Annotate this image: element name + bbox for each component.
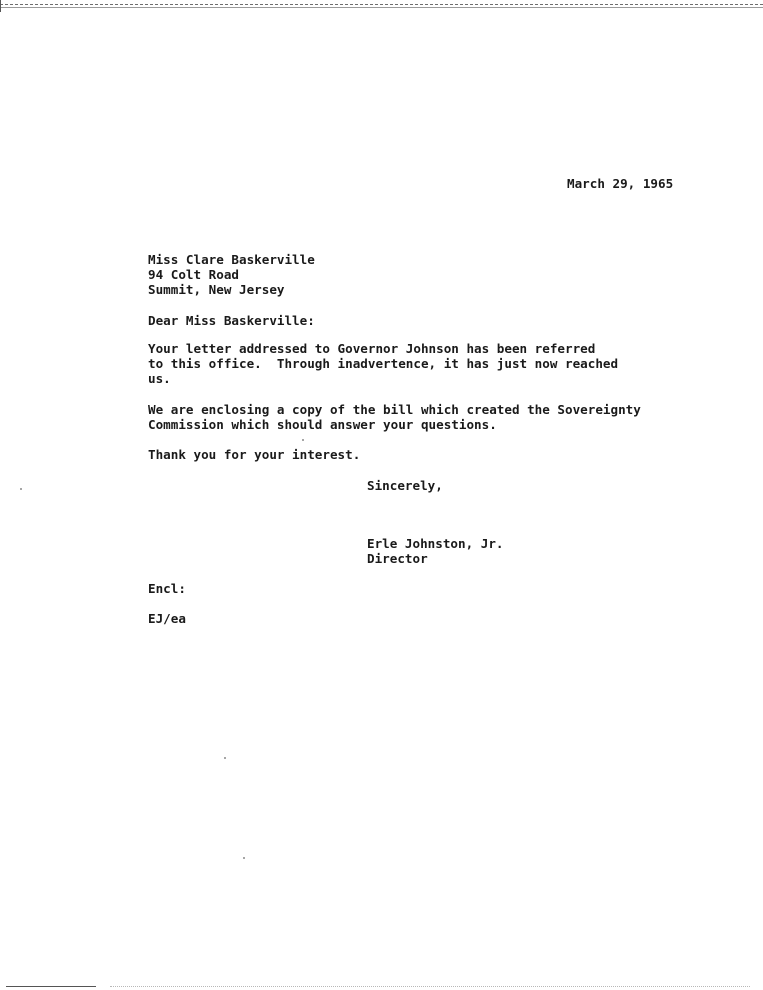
enclosure-notation: Encl: [148, 581, 186, 596]
body-paragraph-1-line-3: us. [148, 371, 171, 386]
recipient-street: 94 Colt Road [148, 267, 239, 282]
recipient-name: Miss Clare Baskerville [148, 252, 315, 267]
bottom-edge-rule [6, 986, 96, 987]
scan-speck [243, 857, 245, 859]
letter-date: March 29, 1965 [567, 176, 674, 191]
reference-initials: EJ/ea [148, 611, 186, 626]
scan-speck [224, 757, 226, 759]
complimentary-closing: Sincerely, [367, 478, 443, 493]
signer-name: Erle Johnston, Jr. [367, 536, 504, 551]
salutation: Dear Miss Baskerville: [148, 313, 315, 328]
left-edge-mark [0, 0, 1, 12]
body-paragraph-2-line-1: We are enclosing a copy of the bill which created the Sovereignty [148, 402, 641, 417]
body-paragraph-2-line-2: Commission which should answer your questions. [148, 417, 497, 432]
body-paragraph-3: Thank you for your interest. [148, 447, 361, 462]
recipient-city-state: Summit, New Jersey [148, 282, 285, 297]
scan-speck [302, 439, 304, 441]
body-paragraph-1-line-1: Your letter addressed to Governor Johnson has been referred [148, 341, 596, 356]
scan-speck [20, 488, 22, 490]
signer-title: Director [367, 551, 428, 566]
top-edge-dashed-rule [0, 4, 763, 5]
top-edge-rule [0, 7, 763, 8]
body-paragraph-1-line-2: to this office. Through inadvertence, it has just now reached [148, 356, 619, 371]
bottom-edge-dots [110, 986, 750, 987]
